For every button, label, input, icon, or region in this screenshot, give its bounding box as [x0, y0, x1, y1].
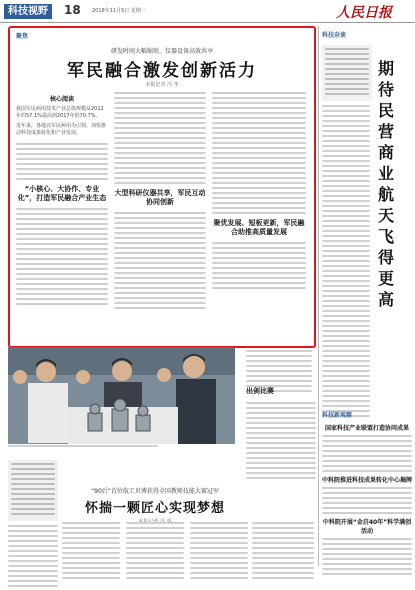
featured-col-2 — [114, 92, 206, 312]
right-section-label: 科技杂谈 — [322, 32, 347, 39]
newspaper-logo: 人民日报 — [336, 5, 392, 21]
page-header — [0, 0, 415, 23]
right-lower-stories — [322, 410, 412, 578]
bottom-story-text — [62, 522, 248, 582]
photo-caption — [8, 445, 235, 453]
featured-subhead: 研发时间大幅缩短，仪器设备高效共享 — [110, 48, 213, 55]
featured-article[interactable] — [8, 26, 316, 348]
featured-midhead-1: “小核心、大协作、专业化”，打造军民融合产业生态 — [17, 185, 107, 202]
story-3-head: 中科院推进科技成果转化中心揭牌 — [322, 477, 413, 484]
mid-text-block-2 — [246, 402, 316, 482]
photo-illustration — [8, 347, 235, 444]
story-2-head: 国家科技产业联盟打造协同成果 — [324, 425, 409, 432]
news-photo — [8, 347, 235, 444]
page-date: 2018年11月5日 星期一 — [92, 8, 146, 14]
featured-byline: 本报记者 冯 华 — [145, 82, 179, 88]
col1-text — [16, 143, 108, 180]
featured-midhead-3: 聚优发展、短板更新，军民融合助推高质量发展 — [213, 219, 305, 236]
featured-midhead-2: 大型科研仪器共享，军民互动协同创新 — [114, 189, 206, 206]
page-number: 18 — [64, 3, 81, 17]
right-column-title: 期待民营商业航天飞得更高 — [377, 59, 394, 309]
core-reading-para-1: 我国军民两用技术产业总体规模从2012年的57.1%提高到2017年的70.7%。 — [16, 106, 104, 119]
story-4-head: 中科院开展“金启40年”科学满创活动 — [322, 519, 412, 535]
core-reading-title: 核心阅读 — [49, 96, 74, 103]
bottom-left-col — [8, 460, 58, 590]
bottom-headline: 怀揣一颗匠心实现梦想 — [84, 501, 225, 516]
bottom-story-header — [62, 486, 248, 525]
featured-kicker: 聚焦 — [16, 33, 29, 40]
right-text — [322, 105, 370, 417]
tech-observe-label: 科技新观察 — [322, 412, 353, 419]
bottom-right-box — [252, 522, 314, 582]
right-column — [322, 30, 412, 420]
featured-headline: 军民融合激发创新活力 — [67, 61, 257, 81]
mid-section-title: 出剑比赛 — [246, 387, 274, 395]
section-title: 科技视野 — [4, 4, 52, 19]
core-reading-para-2: 近年来，各地以军民两用为引领，加快推动科技成果转化和产业发展。 — [16, 123, 107, 136]
featured-col-3 — [212, 92, 306, 292]
right-pull-box — [322, 45, 372, 101]
featured-col-1 — [16, 92, 108, 308]
bottom-subhead: “90后”首位航工贝博获得全国教师技能大赛冠军 — [91, 488, 219, 495]
col1-text-2 — [16, 208, 108, 305]
